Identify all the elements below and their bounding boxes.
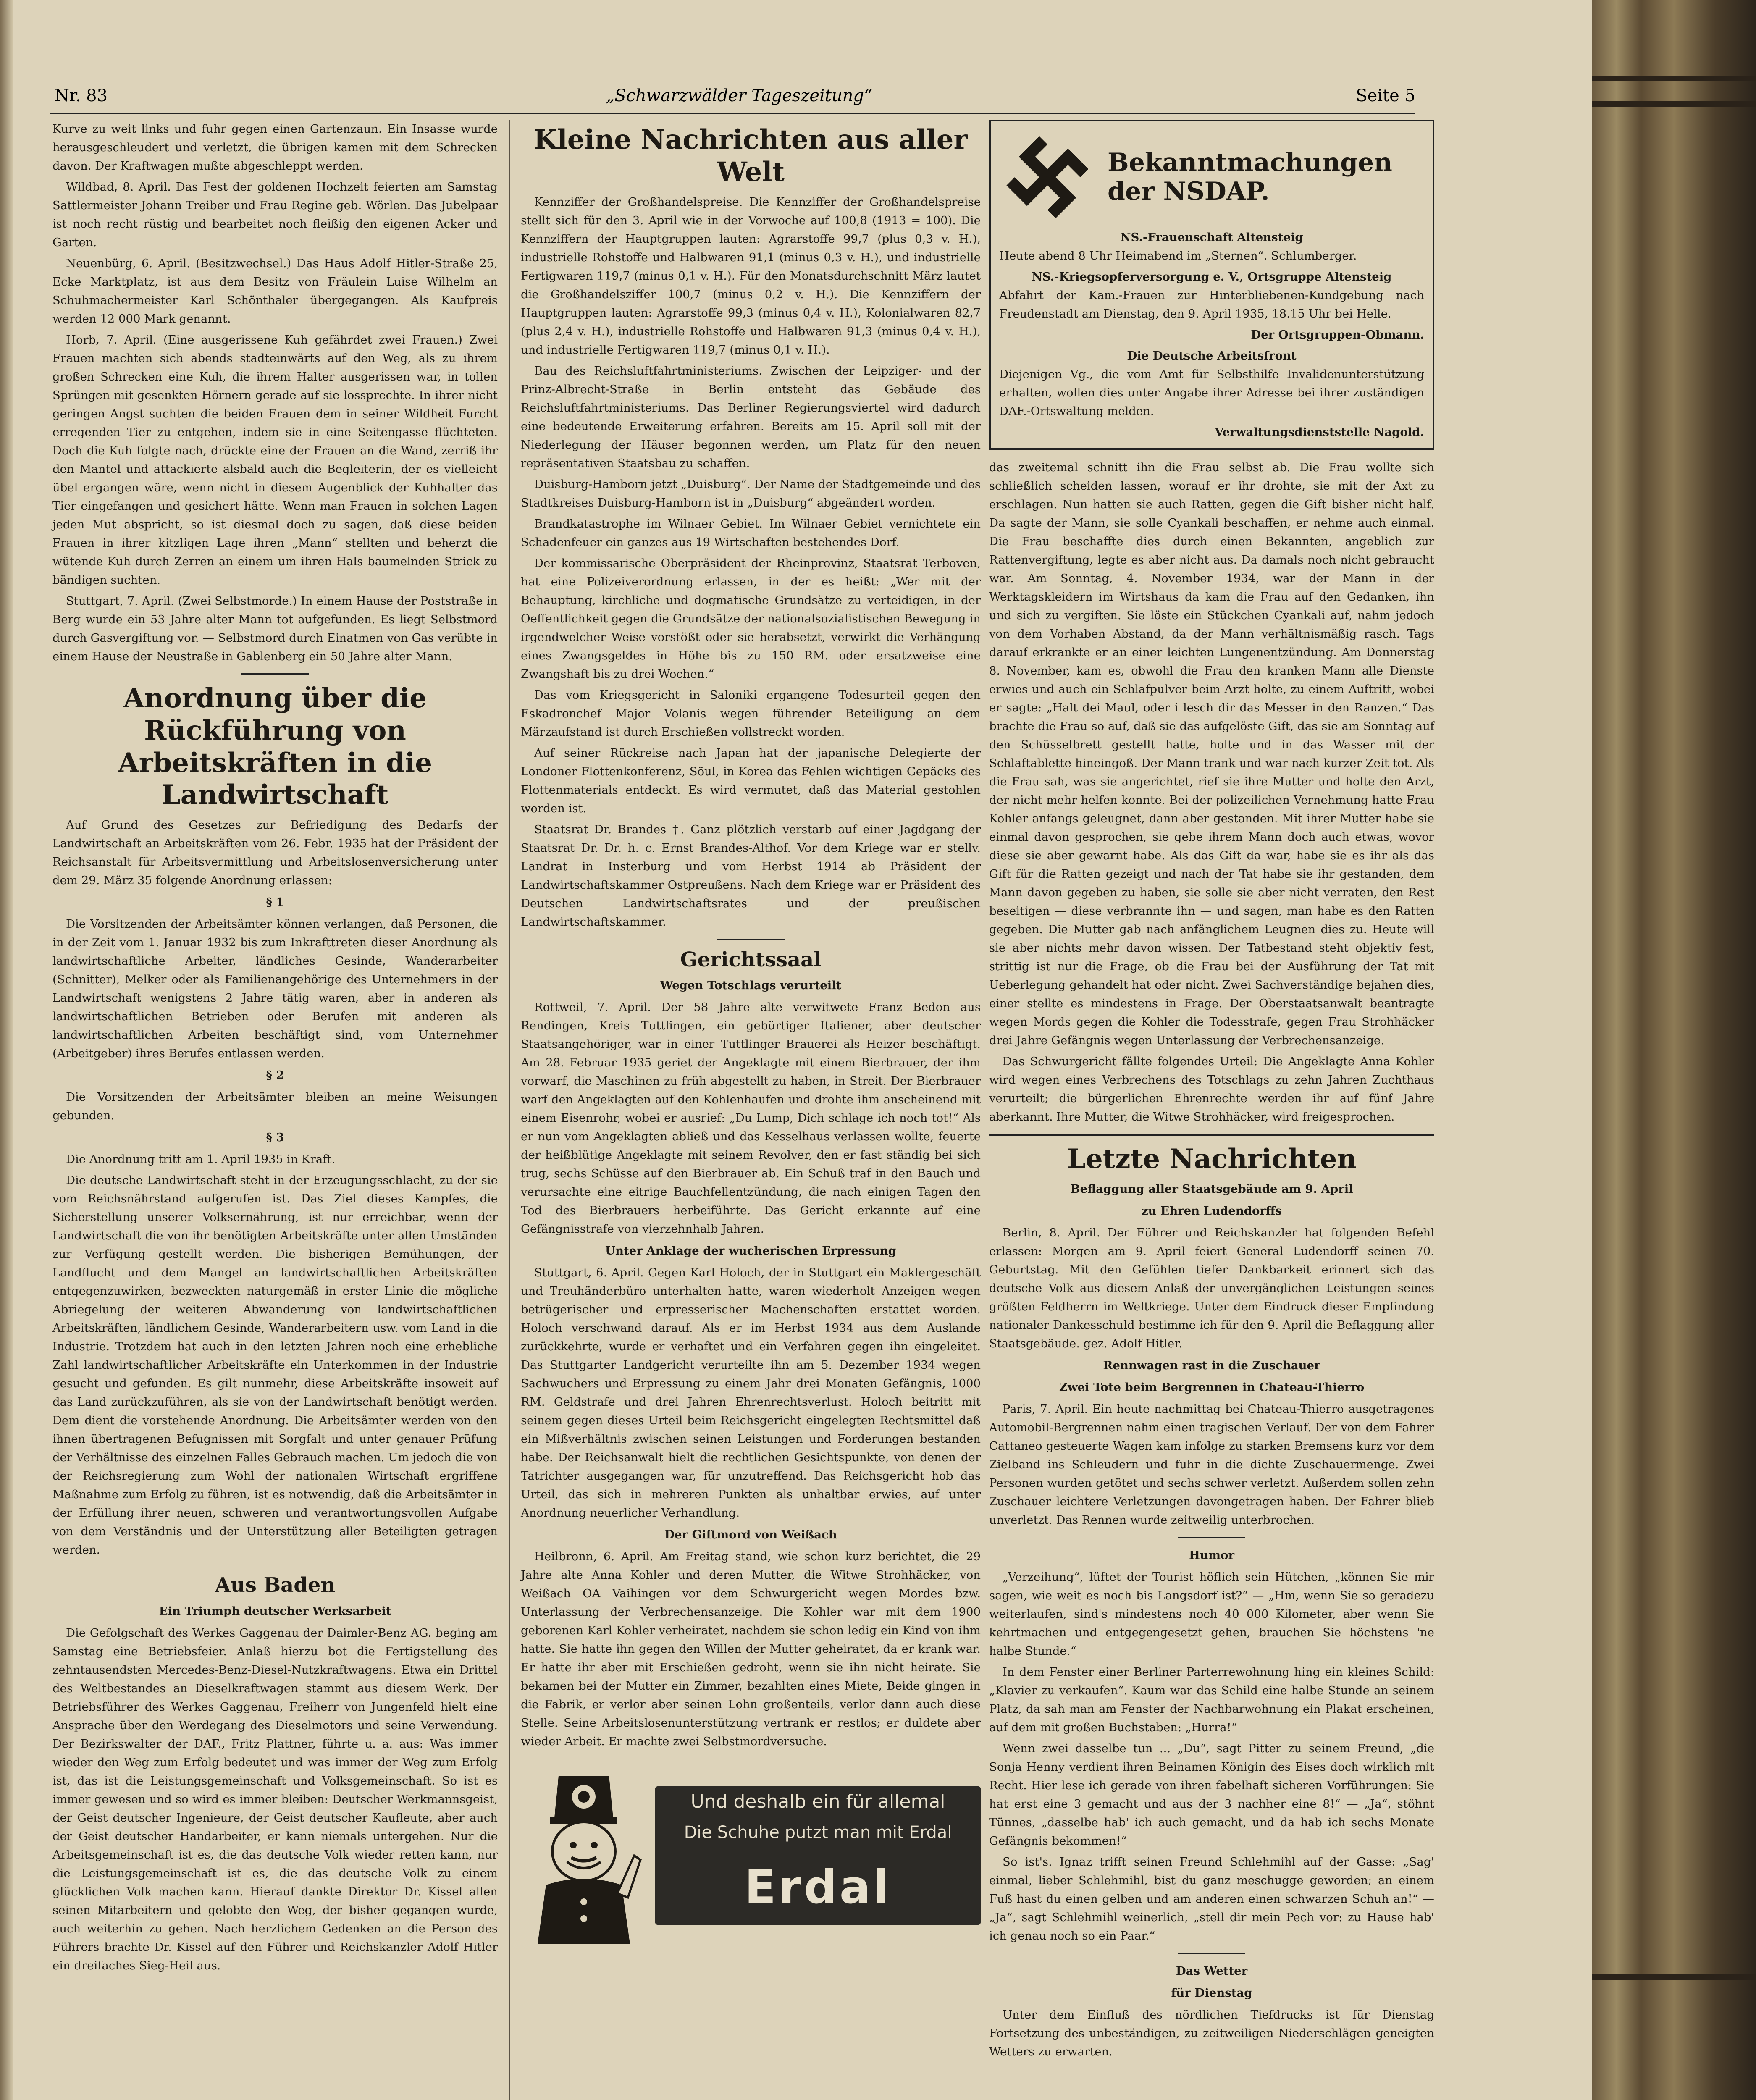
article-paragraph: In dem Fenster einer Berliner Parterrewohnung hing ein kleines Schild: „Klavier zu verkaufen“. Kaum war das Schild eine halbe Stunde an seinem Platz, da sah man am Fenster der Nachbarwohnung ein Plakat erscheinen, auf dem mit großen Buchstaben: „Hurra!“ [989, 1665, 1434, 1734]
article-paragraph: Das vom Kriegsgericht in Saloniki ergangene Todesurteil gegen den Eskadronchef Major Volanis wegen führender Beteiligung an dem Märzaufstand ist durch Erschießen vollstreckt worden. [521, 688, 981, 739]
article-paragraph: Stuttgart, 7. April. (Zwei Selbstmorde.) In einem Hause der Poststraße in Berg wurde ein 53 Jahre alter Mann tot aufgefunden. Es liegt Selbstmord durch Gasvergiftung vor. — Selbstmord durch Einatmen von Gas verübte in einem Hause der Neustraße in Gablenberg ein 50 Jahre alter Mann. [52, 594, 498, 663]
issue-number: Nr. 83 [55, 86, 108, 105]
article-paragraph: Wenn zwei dasselbe tun ... „Du“, sagt Pitter zu seinem Freund, „die Sonja Henny verdient ihren Beinamen Königin des Eises doch wirklich mit Recht. Hier lese ich gerade von ihren fabelhaft sicheren Vorführungen: Sie hat erst eine 3 gemacht und aus der 3 nachher eine 8!“ — „Ja“, stöhnt Tünnes, „dasselbe hab' ich auch gemacht, und da hab ich sechs Monate Gefängnis bekommen!“ [989, 1741, 1434, 1848]
article-paragraph: Berlin, 8. April. Der Führer und Reichskanzler hat folgenden Befehl erlassen: Morgen am 9. April feiert General Ludendorff seinen 70. Geburtstag. Mit den Gefühlen tiefer Dankbarkeit erinnert sich das deutsche Volk aus diesem Anlaß der unvergänglichen Leistungen seines größten Feldherrn im Weltkriege. Unter dem Eindruck dieser Empfindung nationaler Dankesschuld bestimme ich für den 9. April die Beflaggung aller Staatsgebäude. gez. Adolf Hitler. [989, 1226, 1434, 1350]
article-paragraph: Bau des Reichsluftfahrtministeriums. Zwischen der Leipziger- und der Prinz-Albrecht-Straße in Berlin entsteht das Gebäude des Reichsluftfahrtministeriums. Das Berliner Regierungsviertel wird dadurch eine bedeutende Erweiterung erfahren. Bereits am 15. April soll mit der Niederlegung der Häuser begonnen werden, um Platz für den neuen repräsentativen Staatsbau zu schaffen. [521, 364, 981, 470]
article-subheadline: Ein Triumph deutscher Werksarbeit [159, 1604, 391, 1618]
soldier-mascot-icon [521, 1767, 647, 1944]
article-paragraph: So ist's. Ignaz trifft seinen Freund Schlehmihl auf der Gasse: „Sag' einmal, lieber Schlehmihl, bist du ganz meschugge geworden; an einem Fuß hast du einen gelben und am anderen einen schwarzen Schuh an!“ — „Ja“, sagt Schlehmihl weinerlich, „stell dir mein Pech vor: zu Hause hab' ich genau noch so ein Paar.“ [989, 1855, 1434, 1942]
article-headline: Anordnung über die Rückführung von Arbeitskräften in die Landwirtschaft [118, 682, 432, 811]
article-paragraph: Wildbad, 8. April. Das Fest der goldenen Hochzeit feierten am Samstag Sattlermeister Johann Treiber und Frau Regine geb. Wörlen. Das Jubelpaar ist noch recht rüstig und bearbeitet noch fleißig den eigenen Acker und Garten. [52, 180, 498, 249]
article-subheadline: Zwei Tote beim Bergrennen in Chateau-Thierro [1059, 1380, 1365, 1394]
article-paragraph: Die Gefolgschaft des Werkes Gaggenau der Daimler-Benz AG. beging am Samstag eine Betriebsfeier. Anlaß hierzu bot die Fertigstellung des zehntausendsten Mercedes-Benz-Diesel-Nutzkraftwagens. Etwa ein Drittel des Weltbestandes an Dieselkraftwagen stammt aus diesem Werk. Der Betriebsführer des Werkes Gaggenau, Freiherr von Jungenfeld hielt eine Ansprache über den Werdegang des Dieselmotors und seine Verwendung. Der Bezirkswalter der DAF., Fritz Plattner, führte u. a. aus: Was immer wieder den Weg zum Erfolg bedeutet und was immer der Weg zum Erfolg ist, das ist die Leistungsgemeinschaft und Volksgemeinschaft. So ist es immer gewesen und so wird es immer bleiben: Deutscher Werkmannsgeist, der Geist deutscher Ingenieure, der Geist deutscher Kaufleute, aber auch der Geist deutscher Handarbeiter, er kann niemals untergehen. Nur die Arbeitsgemeinschaft ist es, die das deutsche Volk wieder retten kann, nur die Leistungsgemeinschaft ist es, die das deutsche Volk zu einem glücklichen Volk machen kann. Hierauf dankte Direktor Dr. Kissel allen seinen Mitarbeitern und gelobte den Weg, der bisher gegangen wurde, auch weiterhin zu gehen. Nach herzlichem Gedenken an die Person des Führers brachte Dr. Kissel auf den Führer und Reichskanzler Adolf Hitler ein dreifaches Sieg-Heil aus. [52, 1626, 498, 1972]
article-paragraph: „Verzeihung“, lüftet der Tourist höflich sein Hütchen, „können Sie mir sagen, wie weit es noch bis Langsdorf ist?“ — „Hm, wenn Sie so geradezu weiterlaufen, sind's mindestens noch 40 000 Kilometer, aber wenn Sie kehrtmachen und entgegengesetzt gehen, brauchen Sie höchstens 'ne halbe Stunde.“ [989, 1570, 1434, 1658]
article-paragraph: Kennziffer der Großhandelspreise. Die Kennziffer der Großhandelspreise stellt sich für den 3. April wie in der Vorwoche auf 100,8 (1913 = 100). Die Kennziffern der Hauptgruppen lauten: Agrarstoffe 99,7 (plus 0,3 v. H.), industrielle Rohstoffe und Halbwaren 91,1 (minus 0,3 v. H.), und industrielle Fertigwaren 119,7 (minus 0,1 v. H.). Für den Monatsdurchschnitt März lautet die Großhandelsziffer 100,7 (minus 0,2 v. H.). Die Kennziffern der Hauptgruppen lauten: Agrarstoffe 99,3 (minus 0,4 v. H.), Kolonialwaren 82,7 (plus 2,4 v. H.), industrielle Rohstoffe und Halbwaren 91,3 (minus 0,4 v. H.), und industrielle Fertigwaren 119,7 (minus 0,1 v. H.). [521, 195, 981, 357]
article-subheadline: Rennwagen rast in die Zuschauer [1103, 1358, 1320, 1372]
article-paragraph: Die Anordnung tritt am 1. April 1935 in Kraft. [66, 1152, 336, 1166]
article-paragraph: Stuttgart, 6. April. Gegen Karl Holoch, der in Stuttgart ein Maklergeschäft und Treuhänderbüro unterhalten hatte, waren wiederholt Anzeigen wegen betrügerischer und erpresserischer Machenschaften erstattet worden. Holoch verschwand darauf. Als er im Herbst 1934 aus dem Auslande zurückkehrte, wurde er verhaftet und ein Verfahren gegen ihn eingeleitet. Das Stuttgarter Landgericht verurteilte ihn am 5. Dezember 1934 wegen Sachwuchers und Erpressung zu einem Jahr drei Monaten Gefängnis, 1000 RM. Geldstrafe und drei Jahren Ehrenrechtsverlust. Holoch beitritt mit seinem gegen dieses Urteil beim Reichsgericht eingelegten Rechtsmittel daß ein Mißverhältnis zwischen seinen Leistungen und Forderungen bestanden habe. Der Reichsanwalt hielt die rechtlichen Gesichtspunkte, von denen der Tatrichter ausgegangen war, für unzutreffend. Das Reichsgericht hob das Urteil, das sich in mehreren Punkten als unhaltbar erwies, auf unter Anordnung neuerlicher Verhandlung. [521, 1266, 981, 1520]
article-paragraph: Die Vorsitzenden der Arbeitsämter können verlangen, daß Personen, die in der Zeit vom 1. Januar 1932 bis zum Inkrafttreten dieser Anordnung als landwirtschaftliche Arbeiter, ländliches Gesinde, Wanderarbeiter (Schnitter), Melker oder als Familienangehörige des Unternehmers in der Landwirtschaft wenigstens 2 Jahre tätig waren, aber in anderen als landwirtschaftlichen Betrieben oder Berufen mit anderen als landwirtschaftlichen Arbeiten beschäftigt sind, vom Unternehmer (Arbeitgeber) ihres Berufes entlassen werden. [52, 917, 498, 1060]
spine-band [1592, 1974, 1756, 1980]
article-paragraph: Heilbronn, 6. April. Am Freitag stand, wie schon kurz berichtet, die 29 Jahre alte Anna Kohler und deren Mutter, die Witwe Strohhäcker, von Weißach OA Vaihingen vor dem Schwurgericht wegen Mordes bzw. Unterlassung der Verbrechensanzeige. Die Kohler war mit dem 1900 geborenen Karl Kohler verheiratet, nachdem sie schon ledig ein Kind von ihm hatte. Sie hatte ihn gegen den Willen der Mutter geheiratet, da er krank war. Er hatte ihr aber mit Erschießen gedroht, wenn sie ihn nicht heirate. Sie bekamen bei der Mutter ein Zimmer, bezahlten eines Miete, Beide gingen in die Fabrik, er verlor aber seinen Lohn großenteils, verlor dann auch diese Stelle. Seine Arbeitslosenunterstützung vertrank er restlos; er duldete aber wieder Arbeit. Er machte zwei Selbstmordversuche. [521, 1550, 981, 1748]
notices-header [999, 129, 1424, 226]
column-2 [521, 120, 981, 1944]
page-header [55, 86, 1415, 111]
article-paragraph: Der kommissarische Oberpräsident der Rheinprovinz, Staatsrat Terboven, hat eine Polizeiverordnung erlassen, in der es heißt: „Wer mit der Behauptung, kirchliche und dogmatische Grundsätze zu verteidigen, in der Oeffentlichkeit gegen die Grundsätze der nationalsozialistischen Bewegung in irgendwelcher Weise vorstößt oder sie herabsetzt, verwirkt die Verhängung eines Zwangsgeldes in Höhe bis zu 150 RM. oder ersatzweise eine Zwangshaft bis zu drei Wochen.“ [521, 556, 981, 681]
article-paragraph: Rottweil, 7. April. Der 58 Jahre alte verwitwete Franz Bedon aus Rendingen, Kreis Tuttlingen, ein gebürtiger Italiener, aber deutscher Staatsangehöriger, war in einer Tuttlinger Brauerei als Heizer beschäftigt. Am 28. Februar 1935 geriet der Angeklagte mit einem Bierbrauer, der ihm vorwarf, die Maschinen zu früh abgestellt zu haben, in Streit. Der Bierbrauer warf den Angeklagten auf den Kohlenhaufen und drohte ihm anscheinend mit einem Eisenrohr, wobei er ausrief: „Du Lump, Dich schlage ich noch tot!“ Als er nun vom Angeklagten abließ und das Kesselhaus verlassen wollte, feuerte der heißblütige Angeklagte mit seinem Revolver, den er fast ständig bei sich trug, sechs Schüsse auf den Bierbrauer ab. Ein Schuß traf in den Bauch und verursachte eine eitrige Bauchfellentzündung, die nach einigen Tagen den Tod des Bierbrauers herbeiführte. Das Gericht erkannte auf eine Gefängnisstrafe von vierzehnhalb Jahren. [521, 1000, 981, 1236]
divider [717, 939, 785, 940]
ad-slogan-line-1: Und deshalb ein für allemal [690, 1790, 945, 1812]
ad-slogan-plate [655, 1786, 981, 1925]
spine-band [1592, 101, 1756, 107]
notice-text: Diejenigen Vg., die vom Amt für Selbsthilfe Invalidenunterstützung erhalten, wollen dies unter Angabe ihrer Adresse bei ihrer zuständigen DAF.-Ortswaltung melden. [999, 368, 1424, 418]
divider [1178, 1953, 1245, 1954]
article-paragraph: Auf Grund des Gesetzes zur Befriedigung des Bedarfs der Landwirtschaft an Arbeitskräften vom 26. Febr. 1935 hat der Präsident der Reichsanstalt für Arbeitsvermittlung und Arbeitslosenversicherung unter dem 29. März 35 folgende Anordnung erlassen: [52, 818, 498, 887]
article-paragraph: Staatsrat Dr. Brandes †. Ganz plötzlich verstarb auf einer Jagdgang der Staatsrat Dr. Dr. h. c. Ernst Brandes-Althof. Vor dem Kriege war er stellv. Landrat in Insterburg und vom Herbst 1914 ab Präsident der Landwirtschaftskammer Ostpreußens. Nach dem Kriege war er Präsident des Deutschen Landwirtschaftsrates und der preußischen Landwirtschaftskammer. [521, 822, 981, 929]
header-rule [50, 113, 1415, 114]
section-mark: § 2 [266, 1068, 284, 1082]
newspaper-title: „Schwarzwälder Tageszeitung“ [606, 86, 873, 105]
notice-signature: Verwaltungsdienststelle Nagold. [1215, 425, 1424, 439]
article-paragraph: Auf seiner Rückreise nach Japan hat der japanische Delegierte der Londoner Flottenkonferenz, Söul, in Korea das Fehlen wichtigen Gepäcks des Flottenmaterials entdeckt. Es wird vermutet, daß das Material gestohlen worden ist. [521, 746, 981, 815]
book-spine [1592, 0, 1756, 2100]
ad-brand-name: Erdal [744, 1860, 892, 1914]
article-paragraph: Unter dem Einfluß des nördlichen Tiefdrucks ist für Dienstag Fortsetzung des unbeständigen, zu zeitweiligen Niederschlägen geneigten Wetters zu erwarten. [989, 2008, 1434, 2058]
erdal-advertisement [521, 1767, 981, 1944]
article-subheadline: Beflaggung aller Staatsgebäude am 9. April [1070, 1182, 1353, 1196]
article-paragraph: Brandkatastrophe im Wilnaer Gebiet. Im Wilnaer Gebiet vernichtete ein Schadenfeuer ein ganzes aus 19 Wirtschaften bestehendes Dorf. [521, 517, 981, 549]
ad-slogan-line-2: Die Schuhe putzt man mit Erdal [684, 1823, 952, 1843]
article-paragraph: das zweitemal schnitt ihn die Frau selbst ab. Die Frau wollte sich schließlich scheiden lassen, worauf er ihr drohte, sie mit der Axt zu erschlagen. Nun hatten sie auch Ratten, gegen die Gift bisher nicht half. Da sagte der Mann, sie solle Cyankali beschaffen, er nehme auch einmal. Die Frau beschaffte dies durch einen Bekannten, angeblich zur Rattenvergiftung, legte es aber nicht aus. Da damals noch nicht gebraucht war. Am Sonntag, 4. November 1934, war der Mann in der Werktagskleidern im Wirtshaus da kam die Frau auf den Gedanken, ihn und sich zu vergiften. Sie löste ein Stückchen Cyankali auf, nahm jedoch von dem Vorhaben Abstand, da der Mann verhältnismäßig rasch. Tags darauf erkrankte er an einer leichten Lungenentzündung. Am Donnerstag 8. November, kam es, obwohl die Frau den kranken Mann alle Dienste erwies und auch ein Schlafpulver beim Arzt holte, zu einem Auftritt, wobei er sagte: „Halt dei Maul, oder i lesch dir das Messer in den Ranzen.“ Das brachte die Frau so auf, daß sie das aufgelöste Gift, das sie am Sonntag auf den Schüsselbrett gestellt hatte, holte und in das Wasser mit der Schlaftablette hineingoß. Der Mann trank und war nach kurzer Zeit tot. Als die Frau sah, was sie angerichtet, rief sie ihre Mutter und holte den Arzt, der nicht mehr helfen konnte. Bei der polizeilichen Vernehmung hatte Frau Kohler anfangs geleugnet, dann aber gestanden. Mit ihrer Mutter habe sie einmal davon gesprochen, sie gebe ihrem Mann doch auch etwas, wovor diese sie aber gewarnt habe. Als das Gift da war, habe sie es ihr als das Gift für die Ratten gezeigt und nach der Tat habe sie ihr gestanden, dem Mann davon gegeben zu haben, sie solle sie aber nicht verraten, den Rest beseitigen — diese verbrannte ihn — und sagen, man habe es den Ratten gegeben. Die Mutter gab nach anfänglichem Leugnen dies zu. Heute will sie aber nichts mehr davon wissen. Der Tatbestand steht objektiv fest, strittig ist nur die Frage, ob die Frau bei der Ausführung der Tat mit Ueberlegung gehandelt hat oder nicht. Zwei Sachverständige bejahen dies, einer stellte es mindestens in Frage. Der Oberstaatsanwalt beantragte wegen Mords gegen die Kohler die Todesstrafe, gegen Frau Strohhäcker drei Jahre Gefängnis wegen Unterlassung der Verbrechensanzeige. [989, 461, 1434, 1047]
notice-signature: Der Ortsgruppen-Obmann. [1251, 328, 1424, 341]
article-paragraph: Horb, 7. April. (Eine ausgerissene Kuh gefährdet zwei Frauen.) Zwei Frauen machten sich abends stadteinwärts auf den Weg, als zu ihrem großen Schrecken eine Kuh, die ihrem Halter ausgerissen war, in tollen Sprüngen mit gesenkten Hörnern gerade auf sie lossprechte. In ihrer nicht geringen Angst suchten die beiden Frauen dem in seiner Wildheit Furcht erregenden Tier zu entgehen, indem sie in eine Seitengasse flüchteten. Doch die Kuh folgte nach, drückte eine der Frauen an die Wand, zerriß ihr den Mantel und attackierte alsbald auch die Begleiterin, der es vielleicht übel ergangen wäre, wenn nicht in diesem Augenblick der Kuhhalter das Tier eingefangen und gesichert hätte. Wenn man Frauen in solchen Lagen jeden Mut abspricht, so ist diesmal doch zu sagen, daß diese beiden Frauen in ihrer kitzligen Lage ihren „Mann“ stellten und beherzt die wütende Kuh durch Zerren an einem um ihren Hals baumelnden Strick zu bändigen suchten. [52, 333, 498, 587]
article-subheadline: Humor [1189, 1548, 1234, 1562]
notices-title: Bekanntmachungen der NSDAP. [1108, 148, 1392, 206]
notice-text: Abfahrt der Kam.-Frauen zur Hinterbliebenen-Kundgebung nach Freudenstadt am Dienstag, den 9. April 1935, 18.15 Uhr bei Helle. [999, 289, 1424, 320]
swastika-icon [999, 129, 1096, 226]
article-paragraph: Die Vorsitzenden der Arbeitsämter bleiben an meine Weisungen gebunden. [52, 1090, 498, 1123]
article-paragraph: Kurve zu weit links und fuhr gegen einen Gartenzaun. Ein Insasse wurde herausgeschleudert und verletzt, die übrigen kamen mit dem Schrecken davon. Der Kraftwagen mußte abgeschleppt werden. [52, 122, 498, 173]
article-paragraph: Das Schwurgericht fällte folgendes Urteil: Die Angeklagte Anna Kohler wird wegen eines Verbrechens des Totschlags zu zehn Jahren Zuchthaus verurteilt; die bürgerlichen Ehrenrechte werden ihr auf fünf Jahre aberkannt. Ihre Mutter, die Witwe Strohhäcker, wird freigesprochen. [989, 1055, 1434, 1124]
article-subheadline: Der Giftmord von Weißach [664, 1528, 837, 1542]
article-paragraph: Paris, 7. April. Ein heute nachmittag bei Chateau-Thierro ausgetragenes Automobil-Bergrennen nahm einen tragischen Verlauf. Der von dem Fahrer Cattaneo gesteuerte Wagen kam infolge zu starken Bremsens kurz vor dem Zielband ins Schleudern und fuhr in die dichte Zuschauermenge. Zwei Personen wurden getötet und sechs schwer verletzt. Außerdem sollen zehn Zuschauer leichtere Verletzungen davongetragen haben. Der Fahrer blieb unverletzt. Das Rennen wurde zeitweilig unterbrochen. [989, 1402, 1434, 1527]
notice-text: Heute abend 8 Uhr Heimabend im „Sternen“. Schlumberger. [999, 249, 1357, 262]
nsdap-notices-box [989, 120, 1434, 450]
section-headline: Aus Baden [215, 1573, 336, 1597]
column-3 [989, 120, 1434, 2063]
section-mark: § 1 [266, 895, 284, 909]
notice-heading: Die Deutsche Arbeitsfront [1127, 349, 1297, 362]
divider [241, 673, 309, 675]
section-headline: Gerichtssaal [680, 948, 822, 971]
spine-band [1592, 76, 1756, 81]
column-separator [509, 120, 510, 2100]
article-subheadline: für Dienstag [1171, 1986, 1252, 2000]
column-1 [52, 120, 498, 1977]
article-paragraph: Duisburg-Hamborn jetzt „Duisburg“. Der Name der Stadtgemeinde und des Stadtkreises Duisburg-Hamborn ist in „Duisburg“ abgeändert worden. [521, 477, 981, 509]
notice-heading: NS.-Kriegsopferversorgung e. V., Ortsgruppe Altensteig [1032, 270, 1392, 284]
section-headline: Kleine Nachrichten aus aller Welt [533, 124, 968, 188]
article-subheadline: zu Ehren Ludendorffs [1142, 1204, 1282, 1218]
article-paragraph: Die deutsche Landwirtschaft steht in der Erzeugungsschlacht, zu der sie vom Reichsnährstand aufgerufen ist. Das Ziel dieses Kampfes, die Sicherstellung unserer Volksernährung, ist nur erreichbar, wenn der Landwirtschaft die von ihr benötigten Arbeitskräfte unter allen Umständen zur Verfügung gestellt werden. Die bisherigen Bemühungen, der Landflucht und dem Mangel an landwirtschaftlichen Arbeitskräften entgegenzuwirken, bezweckten naturgemäß in erster Linie die mögliche Abriegelung der weiteren Abwanderung von landwirtschaftlichen Arbeitskräften, ländlichem Gesinde, Wanderarbeitern usw. vom Land in die Industrie. Trotzdem hat auch in den letzten Jahren noch eine erhebliche Zahl landwirtschaftlicher Arbeitskräfte ein Unterkommen in der Industrie gesucht und gefunden. Es gilt nunmehr, diese Arbeitskräfte insoweit auf das Land zurückzuführen, als sie von der Landwirtschaft benötigt werden. Dem dient die vorstehende Anordnung. Die Arbeitsämter werden von den ihnen übertragenen Befugnissen mit Sorgfalt und unter genauer Prüfung der Verhältnisse des einzelnen Falles Gebrauch machen. Um jedoch die von der Reichsregierung zum Wohl der nationalen Wirtschaft ergriffene Maßnahme zum Erfolg zu führen, ist es notwendig, daß die Arbeitsämter in der Erfüllung ihrer neuen, schweren und verantwortungsvollen Aufgabe von dem Verständnis und der Unterstützung aller Beteiligten getragen werden. [52, 1173, 498, 1557]
section-headline: Letzte Nachrichten [1067, 1143, 1357, 1175]
notice-heading: NS.-Frauenschaft Altensteig [1120, 231, 1303, 244]
section-mark: § 3 [266, 1131, 284, 1144]
divider [1178, 1537, 1245, 1538]
article-paragraph: Neuenbürg, 6. April. (Besitzwechsel.) Das Haus Adolf Hitler-Straße 25, Ecke Marktplatz, ist aus dem Besitz von Fräulein Luise Wilhelm an Schuhmachermeister Karl Schönthaler übergegangen. Als Kaufpreis werden 12 000 Mark genannt. [52, 257, 498, 326]
page-number: Seite 5 [1356, 86, 1415, 105]
article-subheadline: Das Wetter [1176, 1964, 1248, 1978]
article-subheadline: Wegen Totschlags verurteilt [660, 979, 842, 992]
article-subheadline: Unter Anklage der wucherischen Erpressung [605, 1244, 896, 1258]
divider [989, 1134, 1434, 1136]
